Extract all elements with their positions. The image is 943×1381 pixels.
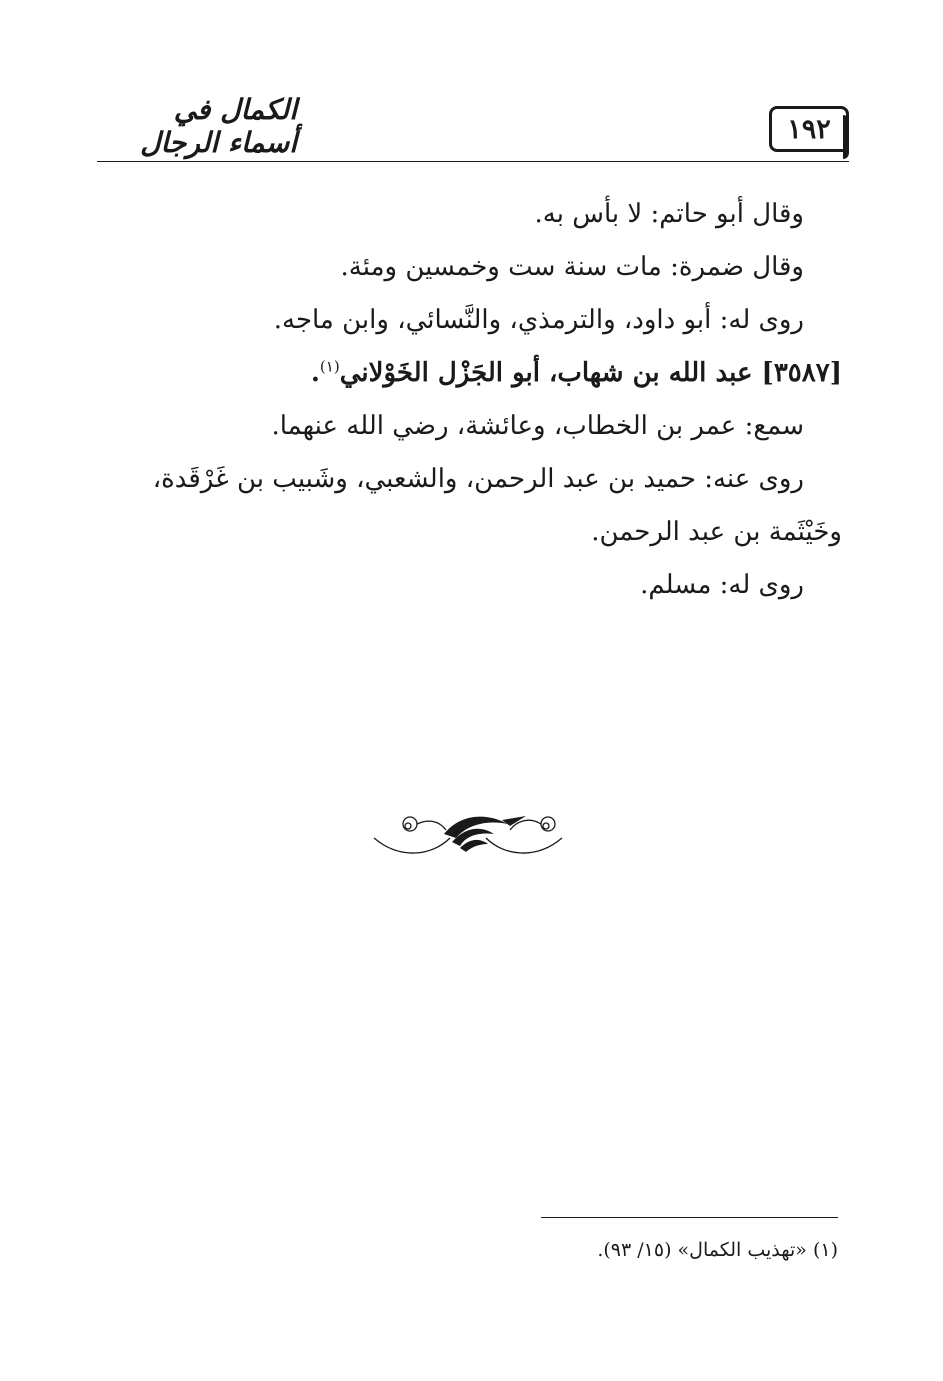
body-line-abu-hatim: وقال أبو حاتم: لا بأس به. <box>534 199 804 229</box>
entry-name: عبد الله بن شهاب، أبو الجَزْل الخَوْلاني <box>339 358 753 388</box>
page-number: ١٩٢ <box>769 106 849 152</box>
body-line-rawa-lahu-muslim: روى له: مسلم. <box>640 570 804 600</box>
body-line-rawa-lahu: روى له: أبو داود، والترمذي، والنَّسائي، وابن ماجه. <box>273 305 804 335</box>
header-rule <box>97 161 849 162</box>
body-line-khaythama: وخَيْثَمة بن عبد الرحمن. <box>591 517 842 547</box>
ornament-divider <box>370 808 566 858</box>
body-line-damra: وقال ضمرة: مات سنة ست وخمسين ومئة. <box>340 252 804 282</box>
book-title: الكمال في أسماء الرجال <box>140 93 297 159</box>
footnote-rule <box>541 1217 838 1218</box>
body-line-samia: سمع: عمر بن الخطاب، وعائشة، رضي الله عنهما. <box>271 411 804 441</box>
entry-heading <box>97 347 842 400</box>
entry-end: . <box>310 358 320 388</box>
footnote-marker[interactable]: (١) <box>319 357 340 376</box>
body-text <box>97 188 842 612</box>
page-header <box>97 93 849 162</box>
body-line-rawa-anhu: روى عنه: حميد بن عبد الرحمن، والشعبي، وشَبيب بن غَرْقَدة، <box>152 464 804 494</box>
entry-number: [٣٥٨٧] <box>761 358 842 388</box>
footnote: (١) «تهذيب الكمال» (١٥/ ٩٣). <box>597 1239 838 1261</box>
